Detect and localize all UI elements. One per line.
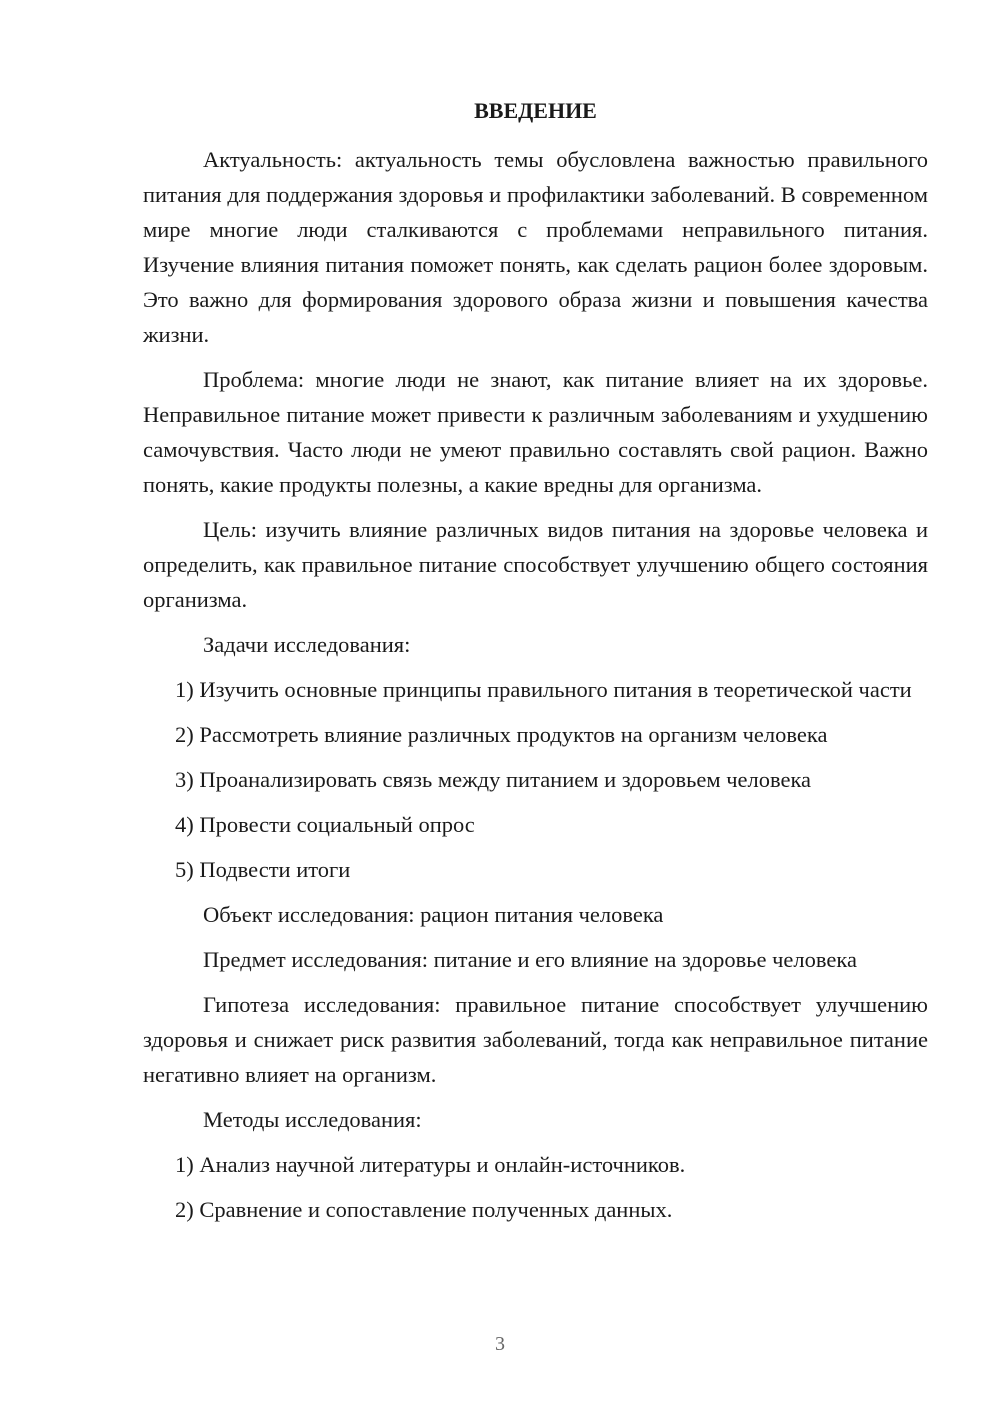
- task-item-5: 5) Подвести итоги: [175, 857, 351, 882]
- section-title: ВВЕДЕНИЕ: [474, 98, 597, 123]
- research-subject: Предмет исследования: питание и его влияние на здоровье человека: [203, 947, 857, 972]
- methods-heading: Методы исследования:: [203, 1107, 422, 1132]
- tasks-heading: Задачи исследования:: [203, 632, 411, 657]
- goal-paragraph: Цель: изучить влияние различных видов питания на здоровье человека и определить, как правильное питание способствует улучшению общего состояния организма.: [143, 517, 928, 612]
- task-item-4: 4) Провести социальный опрос: [175, 812, 475, 837]
- problem-paragraph: Проблема: многие люди не знают, как питание влияет на их здоровье. Неправильное питание может привести к различным заболеваниям и ухудшению самочувствия. Часто люди не умеют правильно составлять свой рацион. Важно понять, какие продукты полезны, а какие вредны для организма.: [143, 367, 928, 497]
- hypothesis-paragraph: Гипотеза исследования: правильное питание способствует улучшению здоровья и снижает риск развития заболеваний, тогда как неправильное питание негативно влияет на организм.: [143, 992, 928, 1087]
- task-item-1: 1) Изучить основные принципы правильного питания в теоретической части: [175, 677, 912, 702]
- document-page: [143, 95, 928, 1237]
- method-item-2: 2) Сравнение и сопоставление полученных данных.: [175, 1197, 673, 1222]
- relevance-paragraph: Актуальность: актуальность темы обусловлена важностью правильного питания для поддержания здоровья и профилактики заболеваний. В современном мире многие люди сталкиваются с проблемами неправильного питания. Изучение влияния питания поможет понять, как сделать рацион более здоровым. Это важно для формирования здорового образа жизни и повышения качества жизни.: [143, 147, 928, 347]
- task-item-3: 3) Проанализировать связь между питанием и здоровьем человека: [175, 767, 812, 792]
- method-item-1: 1) Анализ научной литературы и онлайн-источников.: [175, 1152, 686, 1177]
- research-object: Объект исследования: рацион питания человека: [203, 902, 664, 927]
- page-number: 3: [495, 1333, 505, 1355]
- task-item-2: 2) Рассмотреть влияние различных продуктов на организм человека: [175, 722, 828, 747]
